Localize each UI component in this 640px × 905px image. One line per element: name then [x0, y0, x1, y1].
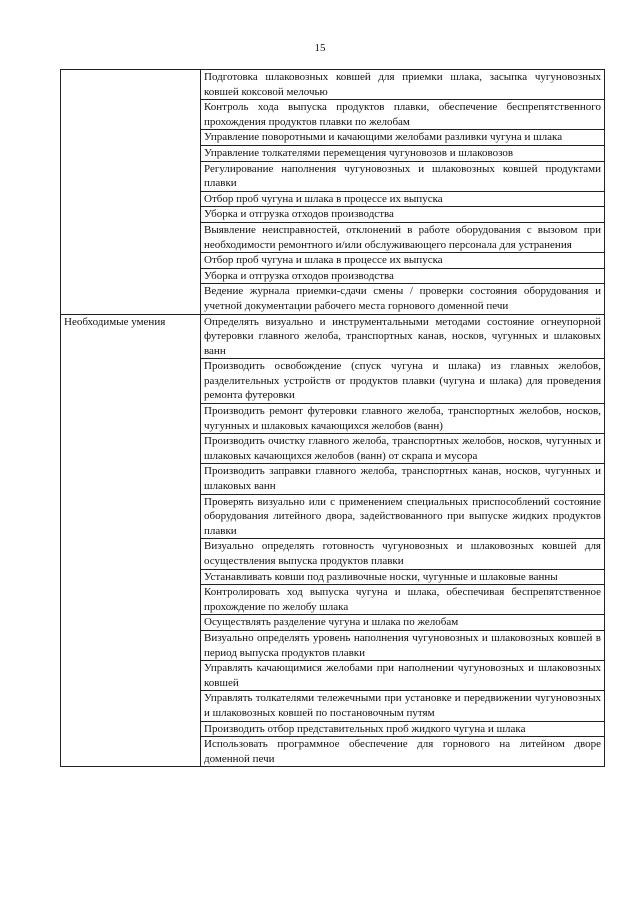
table-cell-item: Регулирование наполнения чугуновозных и шлаковозных ковшей продуктами плавки: [201, 161, 605, 191]
table-cell-item: Контролировать ход выпуска чугуна и шлака, обеспечивая беспрепятственное прохождение по желобу шлака: [201, 585, 605, 615]
table-cell-item: Подготовка шлаковозных ковшей для приемки шлака, засыпка чугуновозных ковшей коксовой мелочью: [201, 70, 605, 100]
table-cell-item: Устанавливать ковши под разливочные носки, чугунные и шлаковые ванны: [201, 569, 605, 585]
table-cell-item: Производить заправки главного желоба, транспортных канав, носков, чугунных и шлаковых ванн: [201, 464, 605, 494]
page-number: 15: [314, 42, 326, 54]
section-label: [61, 70, 201, 315]
table-cell-item: Визуально определять готовность чугуновозных и шлаковозных ковшей для осуществления выпуска продуктов плавки: [201, 539, 605, 569]
requirements-table: [60, 69, 605, 767]
section-label: Необходимые умения: [61, 314, 201, 767]
table-cell-item: Контроль хода выпуска продуктов плавки, обеспечение беспрепятственного прохождения продуктов плавки по желобам: [201, 100, 605, 130]
table-cell-item: Управление поворотными и качающими желобами разливки чугуна и шлака: [201, 130, 605, 146]
table-row: [61, 314, 605, 359]
table-cell-item: Отбор проб чугуна и шлака в процессе их выпуска: [201, 191, 605, 207]
table-cell-item: Управлять качающимися желобами при наполнении чугуновозных и шлаковозных ковшей: [201, 661, 605, 691]
table-cell-item: Производить отбор представительных проб жидкого чугуна и шлака: [201, 721, 605, 737]
table-cell-item: Использовать программное обеспечение для горнового на литейном дворе доменной печи: [201, 737, 605, 767]
table-cell-item: Управлять толкателями тележечными при установке и передвижении чугуновозных и шлаковозных ковшей по постановочным путям: [201, 691, 605, 721]
requirements-table-body: [61, 70, 605, 767]
table-cell-item: Ведение журнала приемки-сдачи смены / проверки состояния оборудования и учетной документации рабочего места горнового доменной печи: [201, 284, 605, 314]
table-cell-item: Производить ремонт футеровки главного желоба, транспортных желобов, носков, чугунных и шлаковых качающихся желобов (ванн): [201, 404, 605, 434]
table-cell-item: Осуществлять разделение чугуна и шлака по желобам: [201, 615, 605, 631]
table-row: [61, 70, 605, 100]
table-cell-item: Уборка и отгрузка отходов производства: [201, 207, 605, 223]
table-cell-item: Производить освобождение (спуск чугуна и шлака) из главных желобов, разделительных устройств от продуктов плавки (чугуна и шлака) для проведения ремонта футеровки: [201, 359, 605, 404]
table-cell-item: Визуально определять уровень наполнения чугуновозных и шлаковозных ковшей в период выпуска продуктов плавки: [201, 630, 605, 660]
table-cell-item: Проверять визуально или с применением специальных приспособлений состояние оборудования литейного двора, задействованного при выпуске жидких продуктов плавки: [201, 494, 605, 539]
table-cell-item: Управление толкателями перемещения чугуновозов и шлаковозов: [201, 145, 605, 161]
table-cell-item: Определять визуально и инструментальными методами состояние огнеупорной футеровки главного желоба, транспортных канав, носков, чугунных и шлаковых ванн: [201, 314, 605, 359]
table-cell-item: Уборка и отгрузка отходов производства: [201, 268, 605, 284]
table-cell-item: Выявление неисправностей, отклонений в работе оборудования с вызовом при необходимости ремонтного и/или обслуживающего персонала для устранения: [201, 222, 605, 252]
table-cell-item: Производить очистку главного желоба, транспортных желобов, носков, чугунных и шлаковых качающихся желобов (ванн) от скрапа и мусора: [201, 434, 605, 464]
table-cell-item: Отбор проб чугуна и шлака в процессе их выпуска: [201, 253, 605, 269]
